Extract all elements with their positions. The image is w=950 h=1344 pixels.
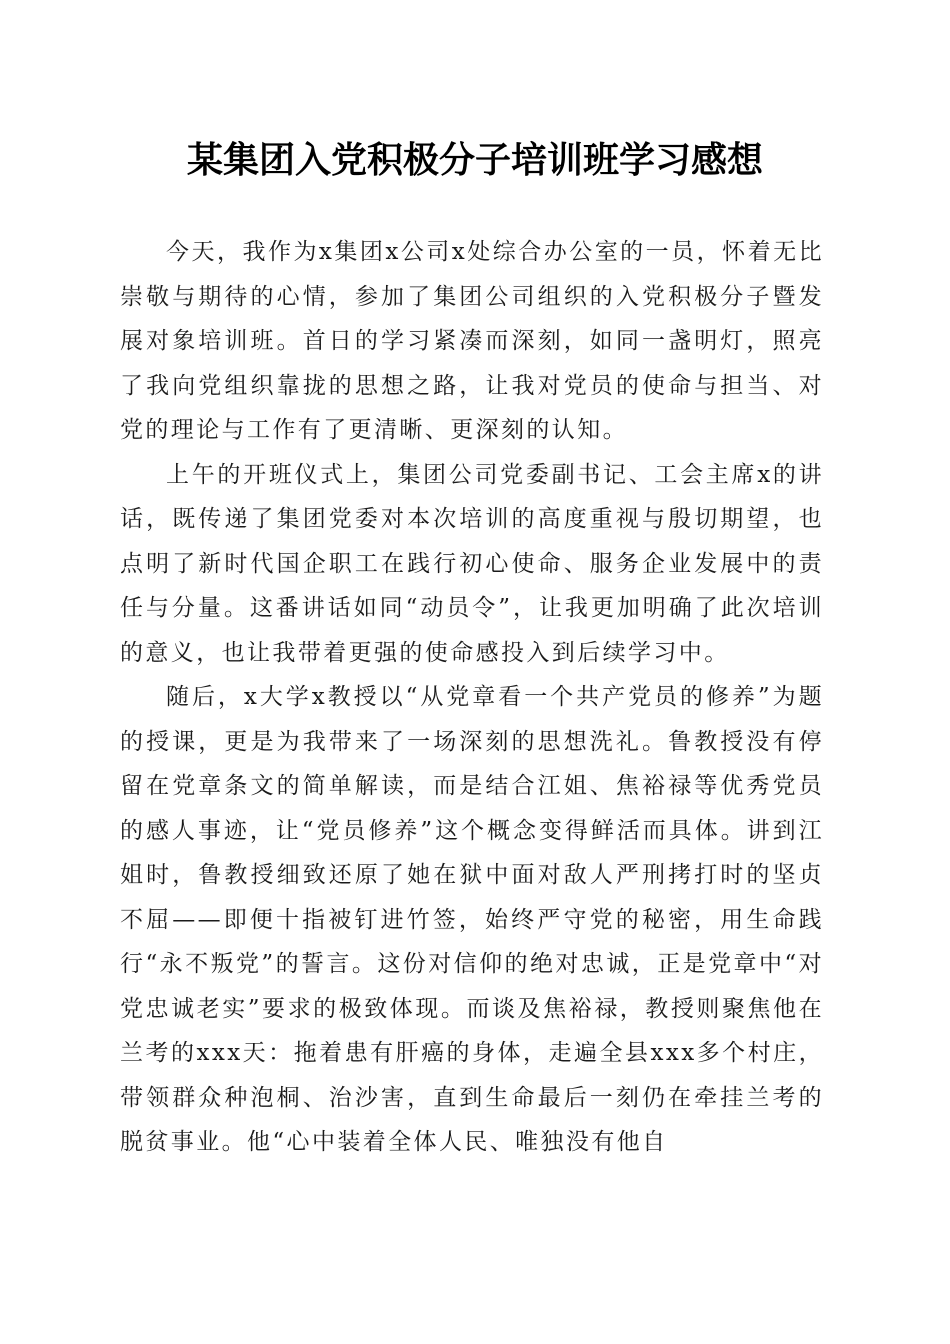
document-title: 某集团入党积极分子培训班学习感想 [186, 139, 763, 181]
paragraph-2: 上午的开班仪式上，集团公司党委副书记、工会主席x的讲话，既传递了集团党委对本次培训的高度重视与殷切期望，也点明了新时代国企职工在践行初心使命、服务企业发展中的责任与分量。这番讲话如同“动员令”，让我更加明确了此次培训的意义，也让我带着更强的使命感投入到后续学习中。 [120, 461, 824, 666]
paragraph-3: 随后，x大学x教授以“从党章看一个共产党员的修养”为题的授课，更是为我带来了一场深刻的思想洗礼。鲁教授没有停留在党章条文的简单解读，而是结合江姐、焦裕禄等优秀党员的感人事迹，让“党员修养”这个概念变得鲜活而具体。讲到江姐时，鲁教授细致还原了她在狱中面对敌人严刑拷打时的坚贞不屈——即便十指被钉进竹签，始终严守党的秘密，用生命践行“永不叛党”的誓言。这份对信仰的绝对忠诚，正是党章中“对党忠诚老实”要求的极致体现。而谈及焦裕禄，教授则聚焦他在兰考的xxx天：拖着患有肝癌的身体，走遍全县xxx多个村庄，带领群众种泡桐、治沙害，直到生命最后一刻仍在牵挂兰考的脱贫事业。他“心中装着全体人民、唯独没有他自 [120, 684, 824, 1155]
document-body [120, 230, 824, 1165]
paragraph-1: 今天，我作为x集团x公司x处综合办公室的一员，怀着无比崇敬与期待的心情，参加了集团公司组织的入党积极分子暨发展对象培训班。首日的学习紧凑而深刻，如同一盏明灯，照亮了我向党组织靠拢的思想之路，让我对党员的使命与担当、对党的理论与工作有了更清晰、更深刻的认知。 [120, 239, 824, 443]
